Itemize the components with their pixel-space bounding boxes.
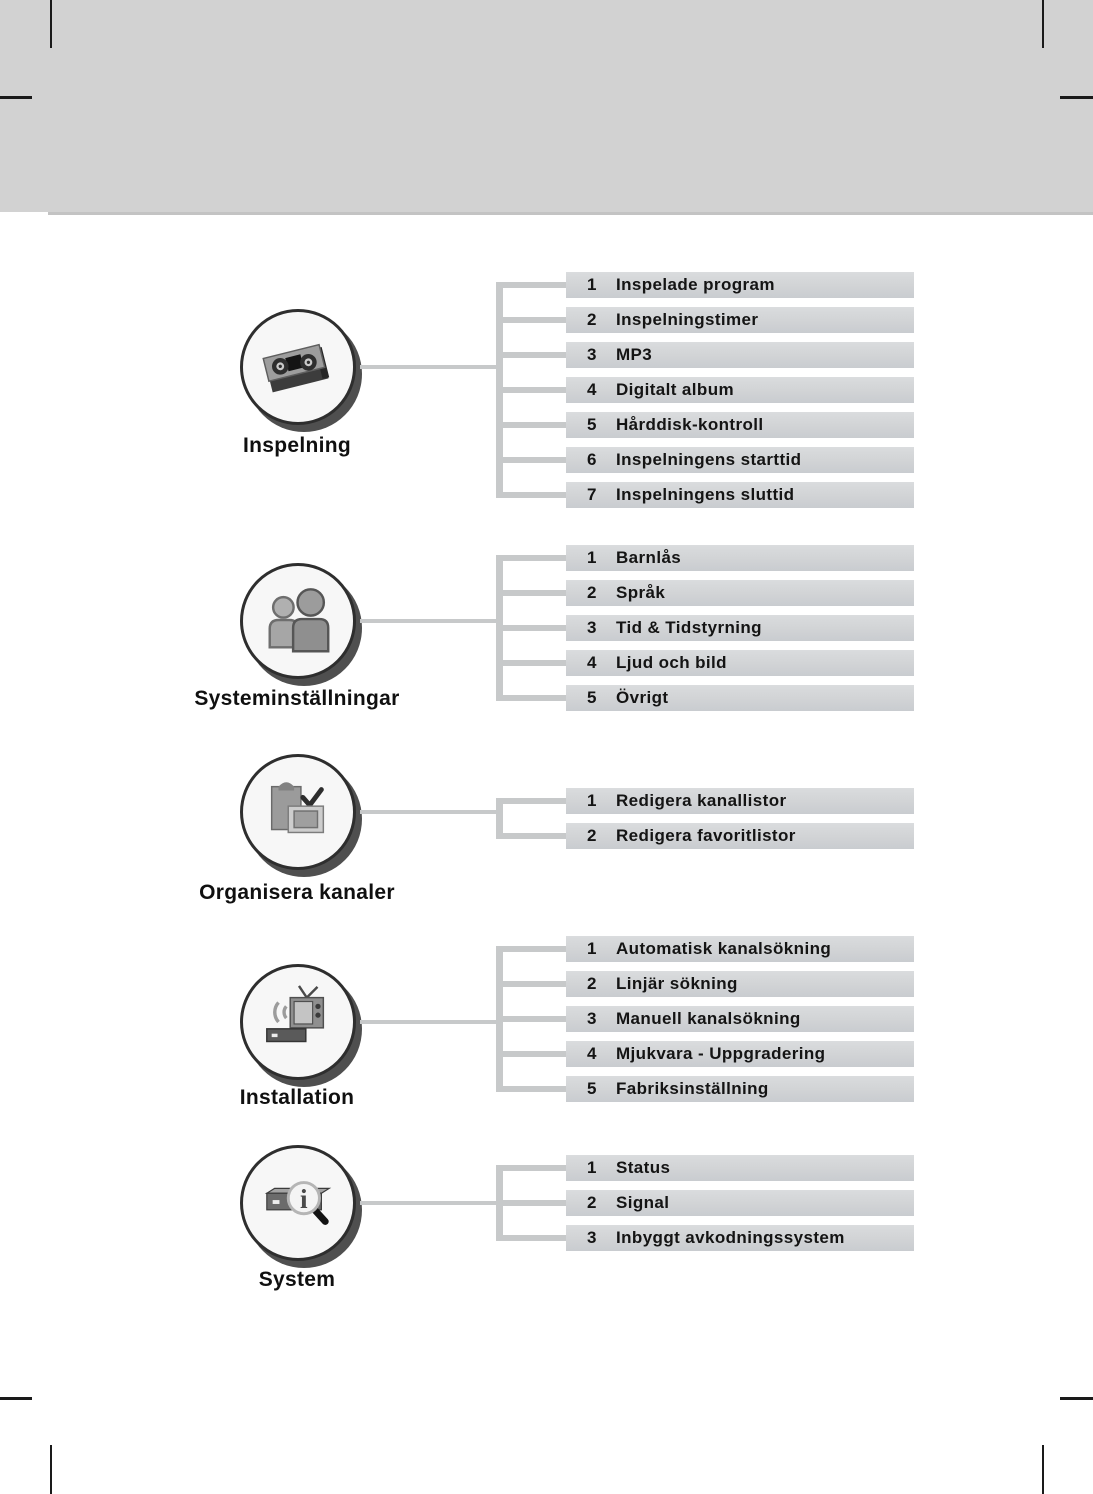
menu-item-number: 5 — [587, 415, 597, 434]
menu-item-number: 4 — [587, 653, 597, 672]
connector-stub — [500, 833, 566, 839]
menu-item-bar — [566, 936, 914, 962]
connector-stub — [500, 457, 566, 463]
menu-item-bar — [566, 545, 914, 571]
menu-item-bar — [566, 1190, 914, 1216]
menu-item-bar — [566, 971, 914, 997]
menu-item-label: Inspelningstimer — [616, 310, 759, 329]
menu-item-label: MP3 — [616, 345, 653, 364]
menu-item-number: 7 — [587, 485, 597, 504]
menu-item-number: 2 — [587, 1193, 597, 1212]
menu-item-label: Övrigt — [616, 688, 669, 707]
vhs-cassette-icon — [259, 328, 337, 406]
connector-stub — [500, 352, 566, 358]
menu-item-number: 1 — [587, 1158, 597, 1177]
menu-item-number: 1 — [587, 939, 597, 958]
svg-text:i: i — [300, 1183, 308, 1214]
menu-item-label: Inspelade program — [616, 275, 775, 294]
menu-item-label: Inspelningens starttid — [616, 450, 802, 469]
group-label-organisera-kanaler: Organisera kanaler — [199, 881, 395, 904]
icon-circle-system — [240, 1145, 356, 1261]
menu-item-label: Manuell kanalsökning — [616, 1009, 801, 1028]
crop-mark-bottom-left-dash — [0, 1397, 32, 1400]
crop-mark-bottom-right-dash — [1060, 1397, 1093, 1400]
connector-stub — [500, 555, 566, 561]
menu-item-bar — [566, 788, 914, 814]
icon-circle-installation — [240, 964, 356, 1080]
menu-item-number: 4 — [587, 380, 597, 399]
connector-stub — [500, 660, 566, 666]
menu-item-number: 5 — [587, 1079, 597, 1098]
menu-item-label: Signal — [616, 1193, 670, 1212]
menu-item-label: Barnlås — [616, 548, 682, 567]
menu-item-bar — [566, 580, 914, 606]
menu-item-bar — [566, 307, 914, 333]
menu-item-label: Linjär sökning — [616, 974, 738, 993]
menu-item-number: 4 — [587, 1044, 597, 1063]
connector-stub — [500, 981, 566, 987]
menu-item-label: Tid & Tidstyrning — [616, 618, 762, 637]
menu-item-bar — [566, 650, 914, 676]
menu-item-number: 5 — [587, 688, 597, 707]
clipboard-tv-check-icon — [259, 773, 337, 851]
menu-item-number: 2 — [587, 974, 597, 993]
crop-mark-bottom-right — [1042, 1445, 1044, 1494]
menu-item-label: Språk — [616, 583, 666, 602]
connector-stub — [500, 798, 566, 804]
group-label-systeminst-llningar: Systeminställningar — [194, 687, 400, 710]
menu-item-bar — [566, 482, 914, 508]
menu-item-number: 3 — [587, 618, 597, 637]
menu-item-label: Automatisk kanalsökning — [616, 939, 832, 958]
group-label-system: System — [258, 1268, 336, 1291]
menu-item-number: 2 — [587, 826, 597, 845]
connector-line — [360, 810, 499, 814]
tv-antenna-receiver-icon — [259, 983, 337, 1061]
menu-item-bar — [566, 342, 914, 368]
icon-circle-organisera-kanaler — [240, 754, 356, 870]
menu-item-bar — [566, 1041, 914, 1067]
crop-mark-top-right — [1042, 0, 1044, 48]
menu-item-number: 6 — [587, 450, 597, 469]
menu-item-label: Hårddisk-kontroll — [616, 415, 764, 434]
icon-circle-systeminst-llningar — [240, 563, 356, 679]
menu-item-number: 2 — [587, 310, 597, 329]
connector-stub — [500, 387, 566, 393]
menu-item-bar — [566, 615, 914, 641]
menu-item-bar — [566, 1076, 914, 1102]
menu-item-label: Redigera kanallistor — [616, 791, 787, 810]
menu-item-number: 2 — [587, 583, 597, 602]
menu-item-number: 3 — [587, 1228, 597, 1247]
header-band — [0, 0, 1093, 212]
group-label-inspelning: Inspelning — [243, 434, 351, 457]
crop-mark-right — [1060, 96, 1093, 99]
menu-item-bar — [566, 1225, 914, 1251]
icon-circle-inspelning — [240, 309, 356, 425]
menu-item-bar — [566, 412, 914, 438]
connector-stub — [500, 1051, 566, 1057]
connector-line — [360, 1020, 499, 1024]
connector-stub — [500, 282, 566, 288]
menu-item-bar — [566, 823, 914, 849]
connector-stub — [500, 695, 566, 701]
menu-item-number: 1 — [587, 548, 597, 567]
two-people-icon — [259, 582, 337, 660]
connector-stub — [500, 625, 566, 631]
menu-item-bar — [566, 377, 914, 403]
menu-item-number: 3 — [587, 1009, 597, 1028]
menu-item-number: 1 — [587, 275, 597, 294]
menu-item-bar — [566, 685, 914, 711]
menu-item-label: Redigera favoritlistor — [616, 826, 796, 845]
menu-item-label: Inspelningens sluttid — [616, 485, 795, 504]
receiver-magnifier-info-icon — [259, 1164, 337, 1242]
connector-line — [360, 1201, 499, 1205]
menu-item-label: Digitalt album — [616, 380, 734, 399]
crop-mark-left — [0, 96, 32, 99]
connector-stub — [500, 1200, 566, 1206]
connector-stub — [500, 590, 566, 596]
menu-item-label: Mjukvara - Uppgradering — [616, 1044, 826, 1063]
menu-item-label: Fabriksinställning — [616, 1079, 769, 1098]
menu-item-label: Inbyggt avkodningssystem — [616, 1228, 845, 1247]
connector-stub — [500, 1016, 566, 1022]
connector-stub — [500, 1235, 566, 1241]
connector-stub — [500, 422, 566, 428]
group-label-installation: Installation — [239, 1086, 355, 1109]
connector-line — [360, 365, 499, 369]
connector-stub — [500, 317, 566, 323]
connector-stub — [500, 492, 566, 498]
connector-stub — [500, 1086, 566, 1092]
menu-item-bar — [566, 447, 914, 473]
menu-item-number: 1 — [587, 791, 597, 810]
menu-item-number: 3 — [587, 345, 597, 364]
connector-stub — [500, 1165, 566, 1171]
menu-item-bar — [566, 1155, 914, 1181]
connector-stub — [500, 946, 566, 952]
menu-item-label: Status — [616, 1158, 671, 1177]
connector-line — [360, 619, 499, 623]
crop-mark-bottom-left — [50, 1445, 52, 1494]
menu-item-bar — [566, 272, 914, 298]
menu-item-label: Ljud och bild — [616, 653, 727, 672]
header-band-edge — [48, 212, 1093, 215]
crop-mark-top-left — [50, 0, 52, 48]
menu-item-bar — [566, 1006, 914, 1032]
